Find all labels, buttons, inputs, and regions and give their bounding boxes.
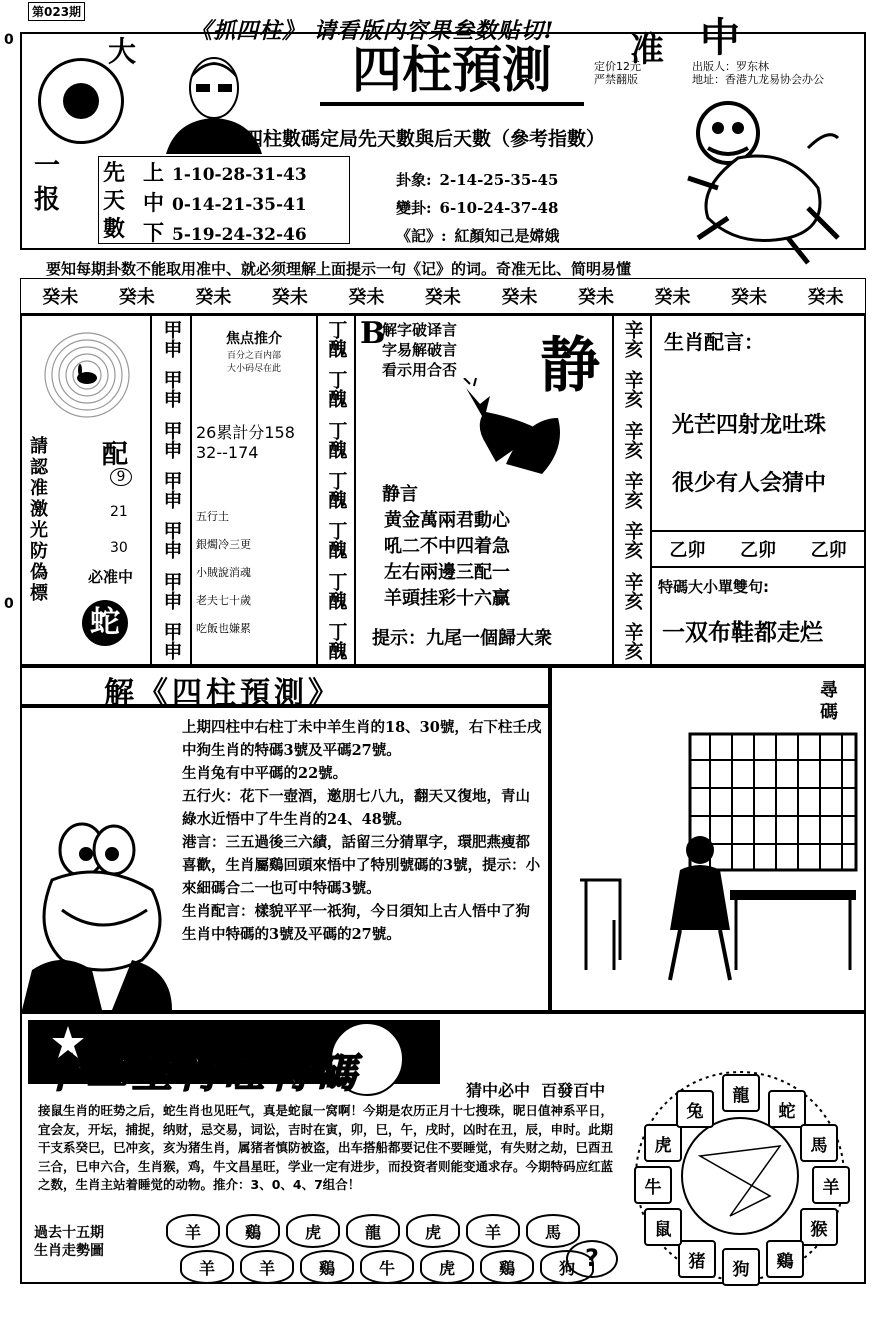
pillar-labels: [103, 159, 125, 243]
history-chip: 牛: [360, 1250, 414, 1284]
history-chip: 鷄: [226, 1214, 280, 1248]
bottom-slogan: 猜中必中 百發百中: [466, 1081, 606, 1100]
issue-number: 第023期: [28, 2, 85, 21]
publisher-address: 地址：香港九龙易协会办公: [692, 73, 824, 86]
jiashen-e: 甲申: [160, 521, 183, 560]
gua-label: 卦象:: [396, 171, 432, 189]
zodiac-words-line: 很少有人会猜中: [672, 471, 827, 496]
xinhai-d: 辛亥: [621, 470, 644, 509]
gua-block: [396, 166, 560, 250]
must-hit-label: 必准中: [88, 568, 134, 586]
page-title: 四柱預測: [352, 40, 552, 99]
column-xinhai: [614, 320, 650, 660]
wheel-cell-rabbit: 兔: [676, 1090, 714, 1128]
history-title: [34, 1224, 104, 1260]
top-banner: 《抓四柱》 请看版内容果叁数贴切!: [190, 18, 555, 44]
big-char-jing: 静: [540, 331, 600, 401]
deer-illustration: [446, 378, 570, 478]
pei-number-1: 9: [110, 468, 132, 486]
margin-mark-top: 0: [4, 32, 14, 48]
center-hint: 提示：九尾一個歸大衆: [372, 628, 552, 649]
ganzhi-item: 癸未: [271, 287, 308, 308]
history-row-1: [166, 1214, 586, 1248]
yimao-item: 乙卯: [739, 540, 776, 561]
bottom-banner-title: 十二生肖旺特碼: [40, 1050, 362, 1097]
gua-label: 《記》:: [396, 227, 447, 245]
warning-char: 准: [30, 478, 48, 499]
history-next-chip: ?: [566, 1240, 618, 1278]
zodiac-words-line: 光芒四射龙吐珠: [672, 413, 827, 438]
history-chip: 羊: [240, 1250, 294, 1284]
ganzhi-item: 癸未: [654, 287, 691, 308]
publisher-name: 出版人：罗东林: [692, 60, 769, 73]
dingchou-e: 丁醜: [325, 521, 348, 560]
xinhai-c: 辛亥: [621, 420, 644, 459]
jiashen-b: 甲申: [160, 370, 183, 409]
pei-label: 配: [102, 440, 129, 470]
jiashen-a: 甲申: [160, 320, 183, 358]
focus-panel: [196, 328, 312, 636]
pillar-row-upper: [143, 159, 307, 189]
focus-sub-2: 大小码尽在此: [226, 364, 281, 374]
classroom-scene-illustration: [570, 730, 860, 1000]
xinhai-f: 辛亥: [621, 571, 644, 610]
history-chip: 龍: [346, 1214, 400, 1248]
association-seal: [38, 58, 124, 144]
history-title-line: 過去十五期: [34, 1225, 104, 1241]
bottom-paragraph: 接鼠生肖的旺势之后，蛇生肖也见旺气，真是蛇鼠一窝啊！今期是农历正月十七搜珠，昵日值神系平日，宜会友，开坛，捕捉，纳财，忌交易，词讼，吉时在寅，卯，巳，午，戌时，凶时在丑，辰，申时。此期干支系癸巳，巳冲亥，亥为猪生肖，属猪者慎防被盗，出车搭船都要记住不要睡觉，有失财之劫，巳酉丑三合，巳申六合，生肖猴，鸡，牛文昌星旺，学业一定有进步，而投资者则能变通求存。今期特码应红蓝之数，生肖主站着睡觉的动物。推介：3、0、4、7组合！: [38, 1103, 614, 1192]
wheel-cell-snake: 蛇: [768, 1090, 806, 1128]
notice-line: 要知每期卦数不能取用准中、就必须理解上面提示一句《记》的词。奇准无比、简明易懂: [46, 260, 632, 278]
wheel-cell-dragon: 龍: [722, 1074, 760, 1112]
history-chip: 馬: [526, 1214, 580, 1248]
ganzhi-item: 癸未: [577, 287, 614, 308]
gua-row-bian: [396, 194, 560, 222]
warning-char: 認: [30, 457, 48, 478]
history-row-2: [180, 1250, 600, 1284]
history-chip: 鷄: [480, 1250, 534, 1284]
jiashen-c: 甲申: [160, 420, 183, 459]
wheel-cell-dog: 狗: [722, 1248, 760, 1286]
copyright-line: 严禁翻版: [594, 73, 638, 86]
warning-char: 激: [30, 499, 48, 520]
gua-nums: 2-14-25-35-45: [439, 171, 559, 189]
anti-counterfeit-warning: [30, 436, 52, 604]
history-chip: 虎: [286, 1214, 340, 1248]
history-chip: 羊: [166, 1214, 220, 1248]
intro-line: 四柱數碼定局先天數與后天數（參考指數）: [244, 128, 606, 150]
yimao-item: 乙卯: [810, 540, 847, 561]
publisher-price-block: [594, 60, 641, 86]
ganzhi-item: 癸未: [348, 287, 385, 308]
wheel-cell-ox: 牛: [634, 1166, 672, 1204]
pillar-row-lower: [143, 219, 307, 249]
corner-char-big: 大: [108, 35, 137, 68]
grid-divider: [354, 314, 356, 666]
pillar-pos: 下: [143, 220, 164, 245]
poem-title: 静言: [382, 484, 418, 505]
gua-nums: 6-10-24-37-48: [439, 199, 559, 217]
focus-line: 銀燭冷三更: [196, 538, 251, 551]
right-panel-divider-1: [652, 530, 864, 532]
pillar-rows: [143, 159, 307, 249]
xinhai-e: 辛亥: [621, 521, 644, 560]
explain-paragraph: 港言：三五過後三六績，話留三分猜單字，環肥燕瘦都喜歡，生肖屬鷄回頭來悟中了特別號碼的3號，提示：小來細碼合二一也可中特碼3號。: [182, 834, 541, 897]
ganzhi-item: 癸未: [731, 287, 768, 308]
pei-number-3: 30: [110, 540, 128, 556]
side-label-char: 尋碼: [820, 680, 838, 723]
ganzhi-item: 癸未: [501, 287, 538, 308]
history-chip: 羊: [466, 1214, 520, 1248]
column-dingchou: [318, 320, 354, 660]
pillar-pos: 中: [143, 190, 164, 215]
explain-title: 解《四柱預測》: [104, 676, 342, 711]
dingchou-g: 丁醜: [325, 621, 348, 660]
wheel-cell-tiger: 虎: [644, 1124, 682, 1162]
pillar-nums: 1-10-28-31-43: [172, 165, 307, 185]
ganzhi-item: 癸未: [807, 287, 844, 308]
ganzhi-item: 癸未: [118, 287, 155, 308]
side-vertical-text: 一报: [34, 151, 61, 215]
xinhai-a: 辛亥: [621, 320, 644, 358]
wheel-cell-rat: 鼠: [644, 1208, 682, 1246]
explain-side-label: [820, 680, 844, 724]
yimao-item: 乙卯: [669, 540, 706, 561]
gua-nums: 紅顏知己是嫦娥: [454, 227, 560, 245]
pillar-row-middle: [143, 189, 307, 219]
jiashen-f: 甲申: [160, 571, 183, 610]
pillars-box: [98, 156, 350, 244]
ganzhi-item: 癸未: [424, 287, 461, 308]
focus-wuxing-title: 五行土: [196, 510, 229, 523]
focus-range: 32--174: [196, 443, 259, 462]
pillar-pos: 上: [143, 160, 164, 185]
wheel-cell-pig: 猪: [678, 1240, 716, 1278]
warning-char: 偽: [30, 562, 48, 583]
dingchou-d: 丁醜: [325, 470, 348, 509]
gua-row-xiang: [396, 166, 560, 194]
history-chip: 虎: [420, 1250, 474, 1284]
ganzhi-item: 癸未: [42, 287, 79, 308]
warning-char: 光: [30, 520, 48, 541]
wheel-cell-rooster: 鷄: [766, 1240, 804, 1278]
explain-paragraph: 生肖配言：樣貌平平一祇狗，今日須知上古人悟中了狗生肖中特碼的3號及平碼的27號。: [182, 903, 530, 943]
poem-line: 羊頭挂彩十六贏: [384, 588, 510, 609]
center-tag: B: [360, 316, 386, 351]
focus-total: 26累計分158: [196, 423, 295, 442]
zodiac-words-heading: 生肖配言：: [664, 330, 764, 354]
pillar-label-shu: 數: [103, 216, 126, 242]
gua-row-ji: [396, 222, 560, 250]
riddle-line: 解字破译言: [382, 321, 458, 339]
explain-paragraph: 生肖兔有中平碼的22號。: [182, 765, 348, 782]
dingchou-a: 丁醜: [325, 320, 348, 358]
poem-line: 黄金萬兩君動心: [384, 510, 510, 531]
focus-sub-1: 百分之百内部: [226, 351, 281, 361]
wheel-cell-monkey: 猴: [800, 1208, 838, 1246]
poem-block: [384, 508, 510, 612]
ganzhi-item: 癸未: [195, 287, 232, 308]
explain-paragraph: 上期四柱中右柱丁未中羊生肖的18、30號，右下柱壬戌中狗生肖的特碼3號及平碼27號。: [182, 719, 542, 759]
warning-char: 請: [30, 436, 48, 457]
jiashen-d: 甲申: [160, 470, 183, 509]
warning-char: 防: [30, 541, 48, 562]
grid-divider: [650, 314, 652, 666]
pillar-nums: 0-14-21-35-41: [172, 195, 307, 215]
wheel-cell-horse: 馬: [800, 1124, 838, 1162]
focus-line: 吃飯也嫌累: [196, 622, 251, 635]
yimao-row: [652, 534, 864, 564]
history-chip: 鷄: [300, 1250, 354, 1284]
margin-mark-middle: 0: [4, 596, 14, 612]
history-chip: 狗: [540, 1250, 594, 1284]
pillar-nums: 5-19-24-32-46: [172, 225, 307, 245]
warning-char: 標: [30, 583, 48, 604]
special-code-title: 特碼大小單雙句:: [658, 578, 769, 596]
publisher-address-block: [692, 60, 824, 86]
ganzhi-row: [22, 280, 864, 312]
cartoon-frog-illustration: [22, 810, 182, 1010]
poem-line: 左右兩邊三配一: [384, 562, 510, 583]
focus-line: 老夫七十歲: [196, 594, 251, 607]
history-chip: 虎: [406, 1214, 460, 1248]
explain-paragraph: 五行火：花下一壺酒，邀朋七八九，翻天又復地，青山綠水近悟中了牛生肖的24、48號。: [182, 788, 530, 828]
xinhai-b: 辛亥: [621, 370, 644, 409]
gua-label: 變卦:: [396, 199, 432, 217]
grid-divider: [190, 314, 192, 666]
lion-illustration: [668, 88, 848, 268]
title-underline: [320, 102, 584, 106]
focus-line: 小賊說消魂: [196, 566, 251, 579]
dingchou-b: 丁醜: [325, 370, 348, 409]
zodiac-snake-badge: 蛇: [82, 600, 128, 646]
special-code-line: 一双布鞋都走烂: [662, 620, 823, 646]
corner-char-zhong: 中: [700, 14, 740, 61]
dingchou-c: 丁醜: [325, 420, 348, 459]
jiashen-g: 甲申: [160, 621, 183, 660]
poem-line: 吼二不中四着急: [384, 536, 510, 557]
riddle-line: 看示用合否: [382, 361, 458, 379]
pillar-label-xian: 先: [103, 160, 126, 186]
corner-char-zhun: 准: [630, 30, 664, 70]
price-line: 定价12元: [594, 60, 641, 73]
wheel-cell-goat: 羊: [812, 1166, 850, 1204]
explain-body: [182, 716, 542, 946]
history-chip: 羊: [180, 1250, 234, 1284]
focus-title: 焦点推介: [226, 331, 282, 347]
rabbit-target-graphic: [32, 330, 142, 420]
column-jiashen: [152, 320, 190, 660]
pei-number-2: 21: [110, 504, 128, 520]
pillar-label-tian: 天: [103, 188, 126, 214]
xinhai-g: 辛亥: [621, 621, 644, 660]
riddle-line: 字易解破言: [382, 341, 458, 359]
dingchou-f: 丁醜: [325, 571, 348, 610]
right-panel-divider-2: [652, 566, 864, 568]
riddle-block: [382, 320, 457, 380]
history-title-line: 生肖走勢圖: [34, 1243, 104, 1259]
